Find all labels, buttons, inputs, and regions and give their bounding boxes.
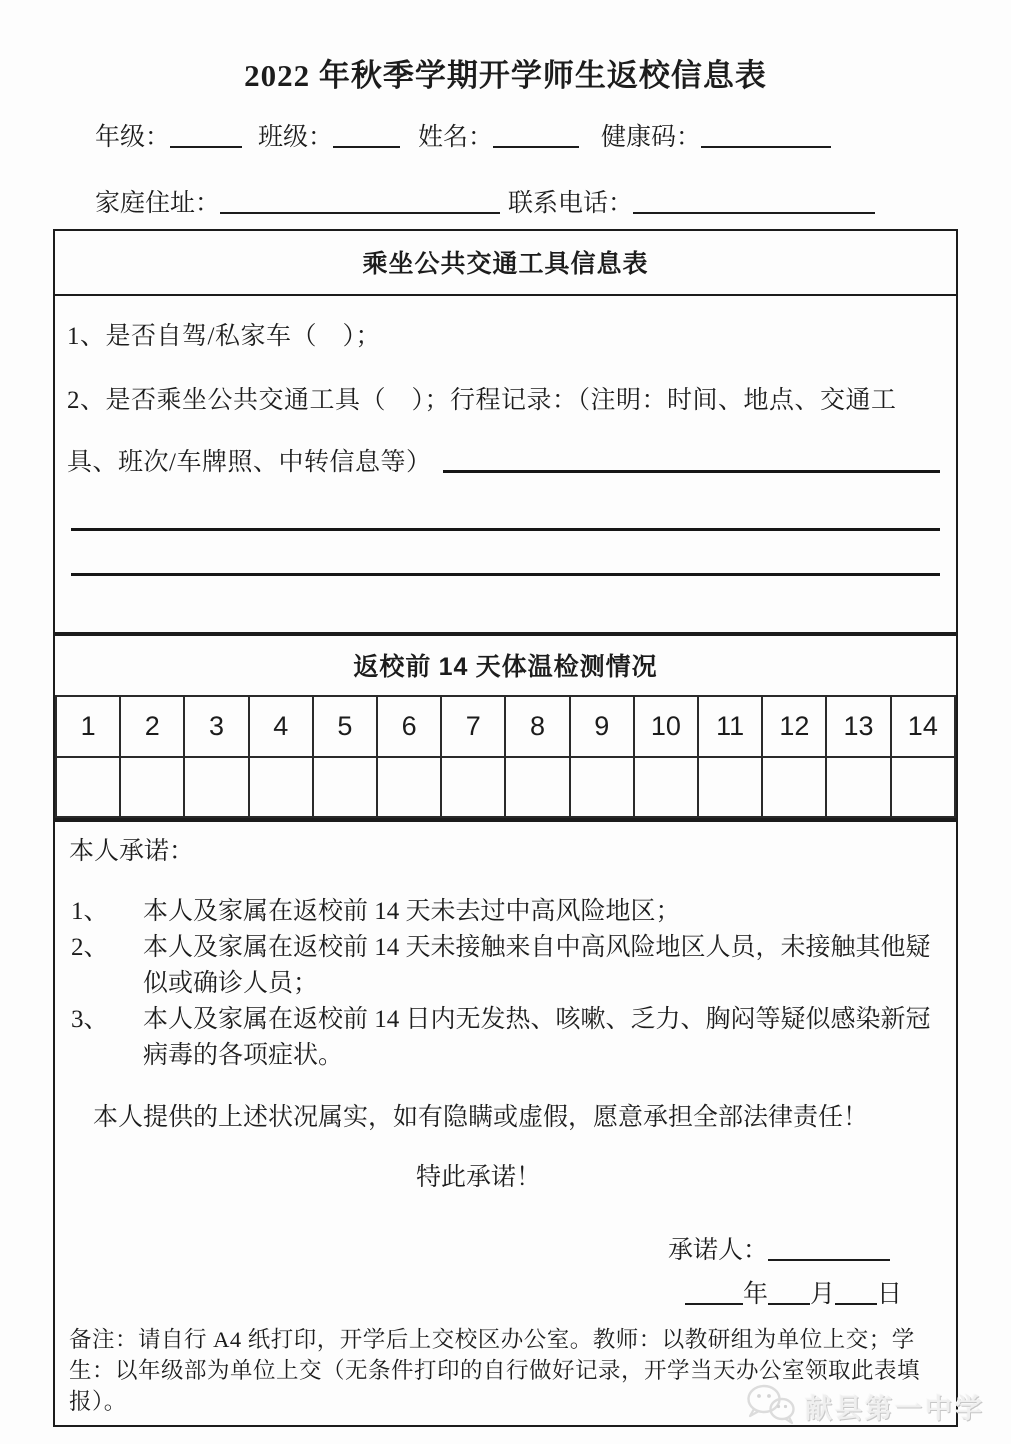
- class-blank: [333, 122, 400, 148]
- temperature-entry-cell: [762, 757, 826, 817]
- transport-info-box: [53, 229, 958, 634]
- commitment-item-3: [69, 1002, 942, 1074]
- name-label: 姓名：: [418, 124, 494, 151]
- commitment-item-2: [69, 930, 942, 1002]
- day-header-cell: 5: [313, 696, 377, 757]
- temperature-entry-cell: [313, 757, 377, 817]
- class-label: 班级：: [258, 124, 334, 151]
- commitment-statement: 本人提供的上述状况属实，如有隐瞒或虚假，愿意承担全部法律责任！: [93, 1104, 869, 1131]
- form-title: 2022 年秋季学期开学师生返校信息表: [244, 58, 767, 93]
- phone-blank: [633, 188, 875, 214]
- note-text: 备注：请自行 A4 纸打印，开学后上交校区办公室。教师：以教研组为单位上交；学生：以年级部为单位上交（无条件打印的自行做好记录，开学当天办公室领取此表填报）。: [69, 1327, 921, 1414]
- temperature-header-suffix: 天体温检测情况: [468, 654, 658, 681]
- item-text: 本人及家属在返校前 14 天未去过中高风险地区；: [143, 898, 681, 925]
- commitment-heading: 本人承诺：: [69, 838, 195, 865]
- temperature-entry-cell: [120, 757, 184, 817]
- temperature-entry-cell: [56, 757, 120, 817]
- student-info-row-1: [95, 117, 1011, 153]
- trip-record-writing-line: [443, 470, 940, 473]
- temperature-day-header-row: [56, 696, 955, 757]
- day-header-cell: 14: [891, 696, 955, 757]
- signer-row: [69, 1230, 942, 1266]
- address-label: 家庭住址：: [95, 190, 221, 217]
- transport-question-2-continued: [67, 442, 944, 478]
- grade-label: 年级：: [95, 124, 171, 151]
- temperature-entry-cell: [377, 757, 441, 817]
- wechat-logo-icon: [745, 1383, 797, 1430]
- transport-info-header: 乘坐公共交通工具信息表: [55, 231, 956, 296]
- day-label: 日: [876, 1281, 902, 1308]
- temperature-table: [55, 695, 956, 818]
- writing-line-1: [71, 528, 940, 531]
- commitment-items: [69, 894, 942, 1074]
- temperature-entry-cell: [891, 757, 955, 817]
- phone-label: 联系电话：: [508, 190, 634, 217]
- grade-blank: [170, 122, 242, 148]
- temperature-header: [55, 636, 956, 695]
- day-header-cell: 12: [762, 696, 826, 757]
- item-text: 本人及家属在返校前 14 天未接触来自中高风险地区人员，未接触其他疑似或确诊人员；: [143, 934, 931, 997]
- day-header-cell: 4: [249, 696, 313, 757]
- temperature-box: [53, 634, 958, 820]
- item-number: 1、: [71, 898, 109, 925]
- signer-blank: [768, 1235, 890, 1261]
- temperature-entry-cell: [249, 757, 313, 817]
- temperature-entry-cell: [441, 757, 505, 817]
- temperature-header-prefix: 返校前: [353, 654, 439, 681]
- name-blank: [493, 122, 579, 148]
- temperature-entry-cell: [826, 757, 890, 817]
- health-code-blank: [701, 122, 831, 148]
- year-blank: [685, 1279, 743, 1305]
- watermark-school-name: 献县第一中学: [805, 1394, 985, 1424]
- temperature-entry-cell: [184, 757, 248, 817]
- temperature-header-number: 14: [438, 653, 469, 681]
- day-header-cell: 8: [505, 696, 569, 757]
- day-header-cell: 3: [184, 696, 248, 757]
- health-code-label: 健康码：: [601, 124, 702, 151]
- commitment-box: [53, 820, 958, 1427]
- commitment-item-1: [69, 894, 942, 930]
- day-blank: [835, 1279, 877, 1305]
- signer-label: 承诺人：: [667, 1237, 768, 1264]
- transport-question-1: 1、是否自驾/私家车（ ）；: [67, 323, 381, 350]
- temperature-entry-row: [56, 757, 955, 817]
- day-header-cell: 1: [56, 696, 120, 757]
- transport-question-2-text: 具、班次/车牌照、中转信息等）: [67, 449, 432, 476]
- temperature-entry-cell: [570, 757, 634, 817]
- pledge-text: 特此承诺！: [416, 1164, 542, 1191]
- item-text: 本人及家属在返校前 14 日内无发热、咳嗽、乏力、胸闷等疑似感染新冠病毒的各项症状。: [143, 1006, 931, 1069]
- day-header-cell: 11: [698, 696, 762, 757]
- day-header-cell: 13: [826, 696, 890, 757]
- month-label: 月: [809, 1281, 835, 1308]
- day-header-cell: 2: [120, 696, 184, 757]
- wechat-watermark: [745, 1383, 985, 1430]
- temperature-entry-cell: [505, 757, 569, 817]
- day-header-cell: 7: [441, 696, 505, 757]
- day-header-cell: 6: [377, 696, 441, 757]
- item-number: 3、: [71, 1006, 109, 1033]
- student-info-row-2: [95, 183, 1011, 219]
- writing-line-2: [71, 573, 940, 576]
- temperature-entry-cell: [634, 757, 698, 817]
- day-header-cell: 10: [634, 696, 698, 757]
- transport-info-body: [55, 316, 956, 576]
- temperature-entry-cell: [698, 757, 762, 817]
- month-blank: [768, 1279, 810, 1305]
- transport-question-2: 2、是否乘坐公共交通工具（ ）；行程记录：（注明：时间、地点、交通工: [67, 387, 897, 414]
- year-label: 年: [742, 1281, 768, 1308]
- item-number: 2、: [71, 934, 109, 961]
- day-header-cell: 9: [570, 696, 634, 757]
- date-row: [69, 1274, 942, 1310]
- address-blank: [220, 188, 500, 214]
